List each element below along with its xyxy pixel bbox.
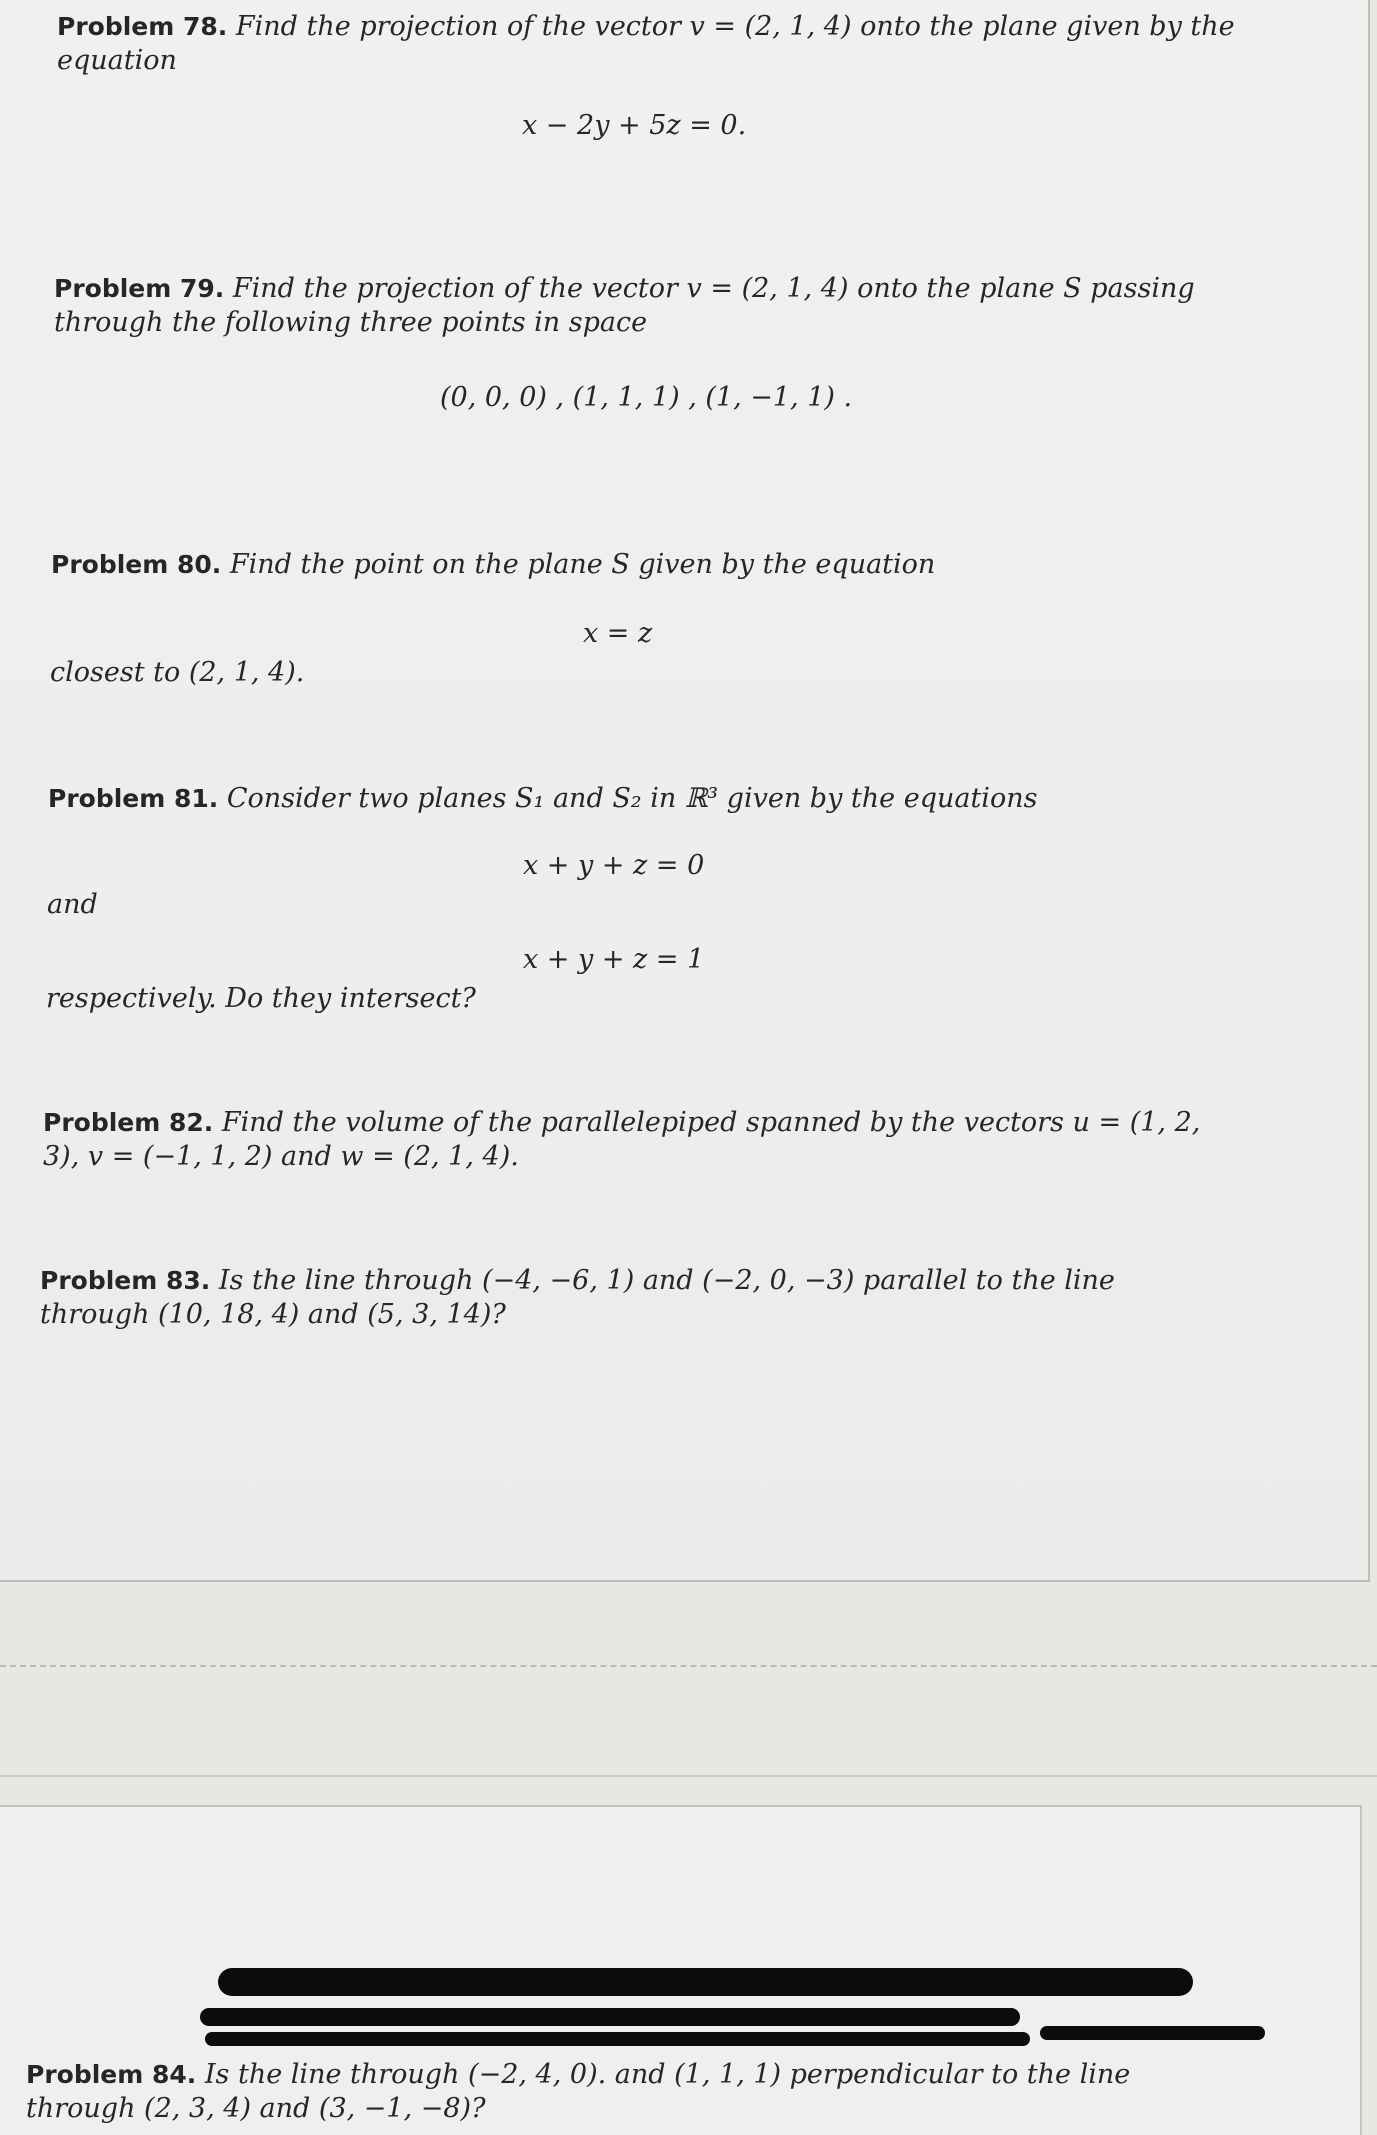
page-separator bbox=[0, 1775, 1377, 1777]
problem-82-label: Problem 82. bbox=[43, 1108, 214, 1137]
problem-80-label: Problem 80. bbox=[51, 550, 222, 579]
problem-84-label: Problem 84. bbox=[26, 2060, 197, 2089]
dashed-divider bbox=[0, 1665, 1377, 1667]
redaction-mark bbox=[1040, 2026, 1265, 2040]
problem-79 bbox=[54, 272, 1234, 340]
problem-80-text: Find the point on the plane S given by the equation bbox=[229, 549, 936, 580]
problem-84-text: Is the line through (−2, 4, 0). and (1, 1, 1) perpendicular to the line through (2, 3, 4) and (3, −1, −8)? bbox=[26, 2059, 1131, 2124]
problem-79-equation: (0, 0, 0) , (1, 1, 1) , (1, −1, 1) . bbox=[440, 382, 853, 413]
problem-80-after: closest to (2, 1, 4). bbox=[50, 657, 305, 688]
problem-79-text: Find the projection of the vector v = (2, 1, 4) onto the plane S passing through the following three points in space bbox=[54, 273, 1195, 338]
problem-80 bbox=[51, 548, 1231, 582]
problem-78-text: Find the projection of the vector v = (2, 1, 4) onto the plane given by the equation bbox=[57, 11, 1235, 76]
problem-78-equation: x − 2y + 5z = 0. bbox=[522, 110, 747, 141]
problem-82-text: Find the volume of the parallelepiped spanned by the vectors u = (1, 2, 3), v = (−1, 1, 2) and w = (2, 1, 4). bbox=[43, 1107, 1201, 1172]
problem-79-label: Problem 79. bbox=[54, 274, 225, 303]
problem-78-label: Problem 78. bbox=[57, 12, 228, 41]
problem-78 bbox=[57, 10, 1237, 78]
problem-81-between: and bbox=[47, 889, 98, 920]
problem-82 bbox=[43, 1106, 1223, 1174]
problem-84 bbox=[26, 2058, 1206, 2126]
problem-81 bbox=[48, 782, 1228, 816]
redaction-mark bbox=[218, 1968, 1193, 1996]
problem-81-after: respectively. Do they intersect? bbox=[46, 983, 476, 1014]
problem-83-text: Is the line through (−4, −6, 1) and (−2, 0, −3) parallel to the line through (10, 18, 4) and (5, 3, 14)? bbox=[40, 1265, 1115, 1330]
problem-81-label: Problem 81. bbox=[48, 784, 219, 813]
problem-83-label: Problem 83. bbox=[40, 1266, 211, 1295]
problem-81-equation-2: x + y + z = 1 bbox=[523, 944, 705, 975]
problem-81-text: Consider two planes S₁ and S₂ in ℝ³ given by the equations bbox=[226, 783, 1038, 814]
redaction-mark bbox=[200, 2008, 1020, 2026]
problem-81-equation-1: x + y + z = 0 bbox=[523, 850, 705, 881]
problem-83 bbox=[40, 1264, 1220, 1332]
redaction-mark bbox=[205, 2032, 1030, 2046]
problem-80-equation: x = z bbox=[583, 618, 653, 649]
